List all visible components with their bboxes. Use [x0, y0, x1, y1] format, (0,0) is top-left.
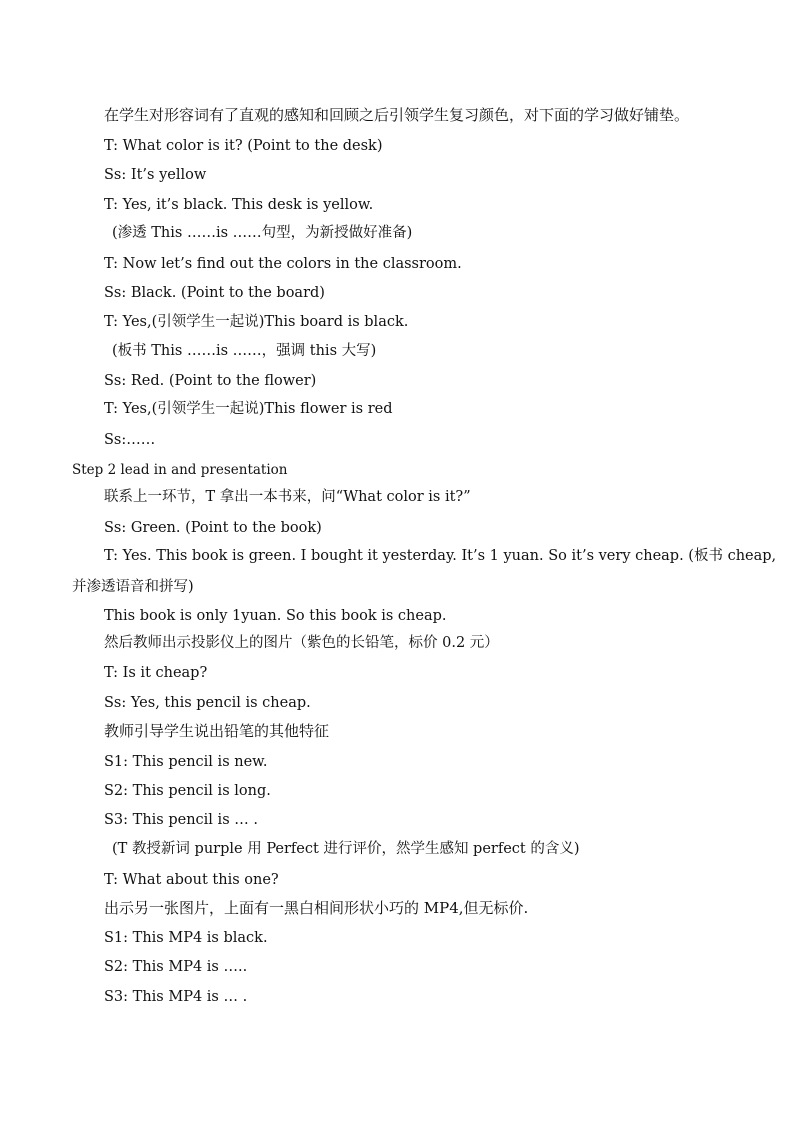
teaching-note: (渗透 This ……is ……句型，为新授做好准备): [112, 225, 413, 241]
dialogue-line: S2: This pencil is long.: [104, 783, 271, 799]
paragraph: 出示另一张图片，上面有一黑白相间形状小巧的 MP4,但无标价.: [104, 899, 529, 917]
teaching-note: (T 教授新词 purple 用 Perfect 进行评价，然学生感知 perfect 的含义): [112, 841, 580, 857]
dialogue-line: S1: This pencil is new.: [104, 754, 268, 770]
dialogue-line: Ss: Red. (Point to the flower): [104, 373, 317, 389]
dialogue-line: T: Yes, it’s black. This desk is yellow.: [104, 197, 374, 213]
dialogue-line: T: Is it cheap?: [104, 665, 208, 681]
dialogue-line: Ss: Black. (Point to the board): [104, 285, 325, 301]
teaching-note: (板书 This ……is ……，强调 this 大写): [112, 343, 377, 359]
dialogue-line: Ss: Green. (Point to the book): [104, 520, 322, 536]
dialogue-line: Ss:……: [104, 432, 156, 448]
section-heading: Step 2 lead in and presentation: [72, 462, 288, 478]
dialogue-line: S1: This MP4 is black.: [104, 930, 268, 946]
dialogue-line: T: Yes. This book is green. I bought it yesterday. It’s 1 yuan. So it’s very cheap. (板书 cheap,: [104, 548, 777, 564]
dialogue-line: This book is only 1yuan. So this book is cheap.: [104, 608, 447, 624]
dialogue-line: T: Yes,(引领学生一起说)This board is black.: [104, 314, 409, 330]
dialogue-line: S3: This MP4 is … .: [104, 989, 248, 1005]
paragraph: 教师引导学生说出铅笔的其他特征: [104, 722, 330, 740]
paragraph: 然后教师出示投影仪上的图片（紫色的长铅笔，标价 0.2 元）: [104, 635, 499, 651]
paragraph-continuation: 并渗透语音和拼写): [72, 579, 194, 595]
dialogue-line: Ss: Yes, this pencil is cheap.: [104, 695, 311, 711]
dialogue-line: T: What color is it? (Point to the desk): [104, 138, 383, 154]
dialogue-line: T: Yes,(引领学生一起说)This flower is red: [104, 401, 393, 417]
dialogue-line: T: Now let’s find out the colors in the classroom.: [104, 256, 462, 272]
paragraph: 联系上一环节，T 拿出一本书来，问“What color is it?”: [104, 489, 471, 505]
dialogue-line: T: What about this one?: [104, 872, 279, 888]
dialogue-line: S3: This pencil is … .: [104, 812, 258, 828]
paragraph-intro: 在学生对形容词有了直观的感知和回顾之后引领学生复习颜色，对下面的学习做好铺垫。: [104, 106, 690, 124]
dialogue-line: Ss: It’s yellow: [104, 167, 207, 183]
dialogue-line: S2: This MP4 is …..: [104, 959, 248, 975]
